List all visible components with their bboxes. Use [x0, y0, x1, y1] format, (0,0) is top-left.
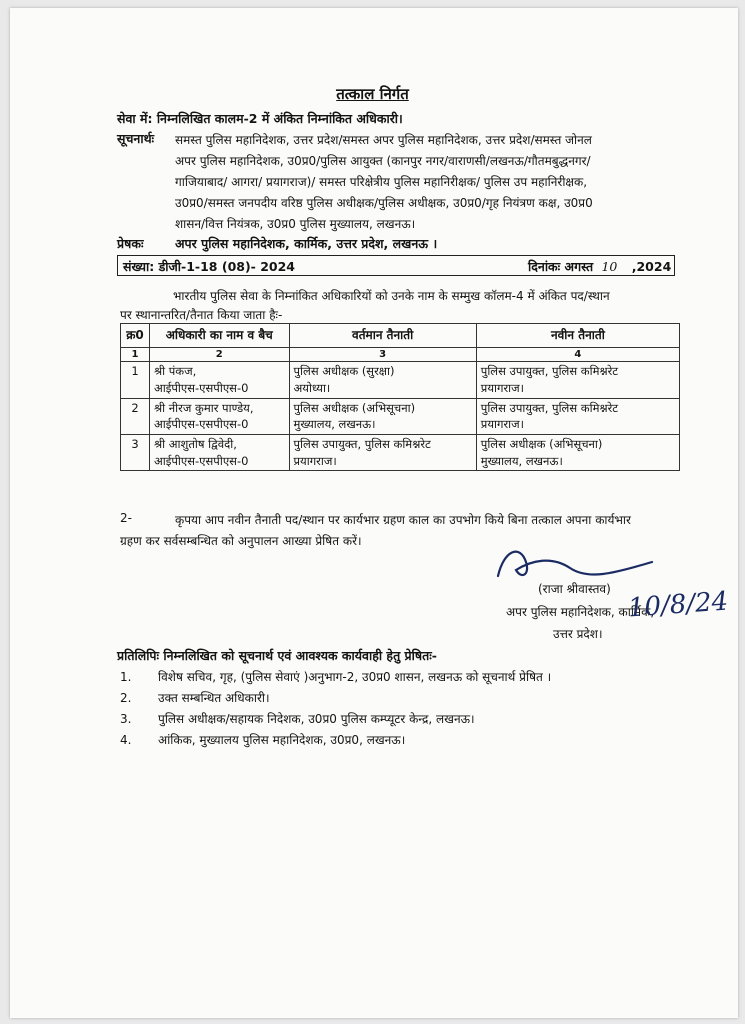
- row-sn: 2: [121, 398, 150, 434]
- sender-value: अपर पुलिस महानिदेशक, कार्मिक, उत्तर प्रदेश, लखनऊ ।: [175, 236, 438, 251]
- sender-label: प्रेषकः: [117, 236, 144, 251]
- officer-name: श्री नीरज कुमार पाण्डेय,: [153, 400, 254, 415]
- new-location: मुख्यालय, लखनऊ।: [480, 453, 563, 468]
- column-number: 3: [289, 348, 476, 362]
- copy-item-number: 1.: [120, 670, 132, 684]
- current-posting-cell: [289, 398, 476, 434]
- current-location: मुख्यालय, लखनऊ।: [293, 417, 376, 432]
- transfer-table: [120, 323, 680, 471]
- current-location: अयोध्या।: [293, 381, 331, 396]
- new-posting-cell: [476, 435, 679, 471]
- info-line-2: अपर पुलिस महानिदेशक, उ0प्र0/पुलिस आयुक्त (कानपुर नगर/वाराणसी/लखनऊ/गौतमबुद्धनगर/: [175, 154, 591, 168]
- addressee-line: सेवा में: निम्नलिखित कालम-2 में अंकित निम्नांकित अधिकारी।: [117, 111, 403, 126]
- reference-number: संख्या: डीजी-1-18 (08)- 2024: [123, 259, 296, 274]
- signatory-name: (राजा श्रीवास्तव): [538, 582, 611, 596]
- header-current-posting: वर्तमान तैनाती: [289, 324, 476, 348]
- row-sn: 3: [121, 435, 150, 471]
- copy-item: [120, 710, 475, 727]
- header-officer: अधिकारी का नाम व बैच: [149, 324, 289, 348]
- info-line-1: समस्त पुलिस महानिदेशक, उत्तर प्रदेश/समस्त अपर पुलिस महानिदेशक, उत्तर प्रदेश/समस्त जोनल: [175, 133, 592, 147]
- table-row: [121, 435, 680, 471]
- copy-item-number: 2.: [120, 691, 132, 705]
- copy-item: [120, 689, 270, 706]
- new-location: प्रयागराज।: [480, 417, 525, 432]
- current-posting-cell: [289, 362, 476, 398]
- signature-date: 10/8/24: [627, 586, 730, 624]
- current-posting: पुलिस उपायुक्त, पुलिस कमिश्नरेट: [293, 437, 431, 452]
- intro-line-1: भारतीय पुलिस सेवा के निम्नांकित अधिकारियों को उनके नाम के सम्मुख कॉलम-4 में अंकित पद/स्थान: [173, 289, 610, 303]
- para2-number: 2-: [120, 511, 132, 525]
- column-number: 1: [121, 348, 150, 362]
- officer-batch: आईपीएस-एसपीएस-0: [153, 453, 249, 468]
- copy-heading: प्रतिलिपिः निम्नलिखित को सूचनार्थ एवं आवश्यक कार्यवाही हेतु प्रेषितः-: [117, 648, 437, 663]
- header-sn: क्र0: [121, 324, 150, 348]
- date-year: ,2024: [631, 259, 672, 274]
- page-title: तत्काल निर्गत: [336, 85, 409, 103]
- current-posting: पुलिस अधीक्षक (अभिसूचना): [293, 400, 416, 415]
- copy-item-text: उक्त सम्बन्धित अधिकारी।: [158, 691, 270, 705]
- copy-item: [120, 731, 405, 748]
- para2-line-1: कृपया आप नवीन तैनाती पद/स्थान पर कार्यभार ग्रहण काल का उपभोग किये बिना तत्काल अपना कार्यभार: [175, 513, 631, 527]
- officer-batch: आईपीएस-एसपीएस-0: [153, 417, 249, 432]
- info-line-4: उ0प्र0/समस्त जनपदीय वरिष्ठ पुलिस अधीक्षक/पुलिस अधीक्षक, उ0प्र0/गृह नियंत्रण कक्ष, उ0प्र0: [175, 196, 593, 210]
- officer-batch: आईपीएस-एसपीएस-0: [153, 381, 249, 396]
- para2-line-2: ग्रहण कर सर्वसम्बन्धित को अनुपालन आख्या प्रेषित करें।: [120, 534, 362, 548]
- intro-line-2: पर स्थानान्तरित/तैनात किया जाता हैः-: [120, 308, 283, 322]
- column-number: 4: [476, 348, 679, 362]
- table-row: [121, 362, 680, 398]
- copy-item-text: पुलिस अधीक्षक/सहायक निदेशक, उ0प्र0 पुलिस कम्प्यूटर केन्द्र, लखनऊ।: [158, 712, 475, 726]
- info-line-3: गाजियाबाद/ आगरा/ प्रयागराज)/ समस्त परिक्षेत्रीय पुलिस महानिरीक्षक/ पुलिस उप महानिरीक्षक,: [175, 175, 588, 189]
- current-location: प्रयागराज।: [293, 453, 337, 468]
- officer-cell: [149, 362, 289, 398]
- copy-item-text: आंकिक, मुख्यालय पुलिस महानिदेशक, उ0प्र0, लखनऊ।: [158, 733, 406, 747]
- info-label: सूचनार्थः: [117, 131, 155, 146]
- column-number-row: [121, 348, 680, 362]
- new-posting-cell: [476, 362, 679, 398]
- row-sn: 1: [121, 362, 150, 398]
- new-posting: पुलिस अधीक्षक (अभिसूचना): [480, 437, 603, 452]
- table-header-row: [121, 324, 680, 348]
- officer-name: श्री पंकज,: [153, 364, 197, 379]
- new-posting: पुलिस उपायुक्त, पुलिस कमिश्नरेट: [480, 364, 619, 379]
- reference-date: [528, 258, 671, 275]
- column-number: 2: [149, 348, 289, 362]
- header-new-posting: नवीन तैनाती: [476, 324, 679, 348]
- copy-item: [120, 668, 551, 685]
- copy-item-number: 4.: [120, 733, 132, 747]
- new-posting: पुलिस उपायुक्त, पुलिस कमिश्नरेट: [480, 400, 619, 415]
- new-location: प्रयागराज।: [480, 381, 525, 396]
- info-line-5: शासन/वित्त नियंत्रक, उ0प्र0 पुलिस मुख्यालय, लखनऊ।: [175, 217, 416, 231]
- signatory-state: उत्तर प्रदेश।: [553, 627, 603, 641]
- table-row: [121, 398, 680, 434]
- new-posting-cell: [476, 398, 679, 434]
- current-posting-cell: [289, 435, 476, 471]
- copy-item-text: विशेष सचिव, गृह, (पुलिस सेवाएं )अनुभाग-2, उ0प्र0 शासन, लखनऊ को सूचनार्थ प्रेषित ।: [158, 670, 552, 684]
- copy-item-number: 3.: [120, 712, 132, 726]
- date-label: दिनांकः अगस्त: [528, 259, 594, 274]
- officer-cell: [149, 398, 289, 434]
- officer-name: श्री आशुतोष द्विवेदी,: [153, 437, 237, 452]
- date-day: 10: [601, 259, 618, 274]
- officer-cell: [149, 435, 289, 471]
- current-posting: पुलिस अधीक्षक (सुरक्षा): [293, 364, 395, 379]
- signatory-designation: अपर पुलिस महानिदेशक, कार्मिक,: [506, 605, 655, 619]
